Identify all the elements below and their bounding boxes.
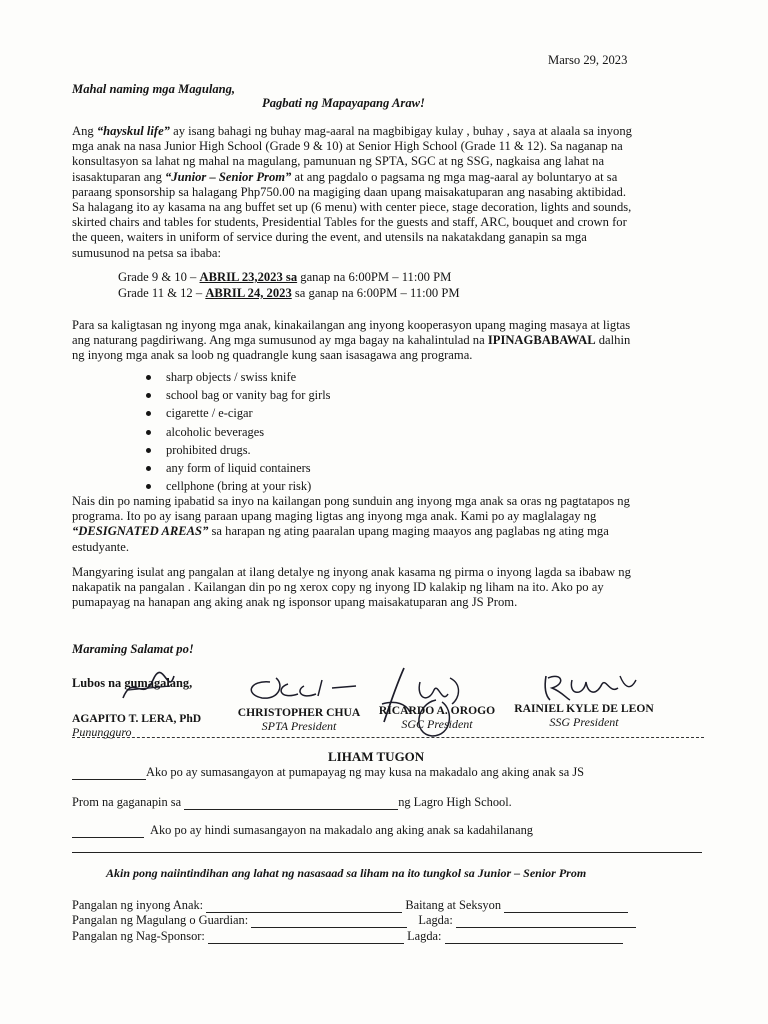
reply-venue-line: Prom na gaganapin sa ng Lagro High School.	[72, 795, 512, 809]
prohibited-items-list	[140, 368, 331, 495]
list-item: alcoholic beverages	[140, 423, 331, 441]
schedule-date: ABRIL 24, 2023	[205, 286, 292, 300]
paragraph-intro: Ang “hayskul life” ay isang bahagi ng buhay mag-aaral na magbibigay kulay , buhay , saya at alaala sa inyong mga anak na nasa Junior High School (Grade 9 & 10) at Senior High School (Grade 11 & 12). Sa naganap na konsultasyon sa lahat ng mahal na magulang, pamunuan ng SPTA, SGC at ng SSG, nagkaisa ang lahat na isasaktuparan ang “Junior – Senior Prom” at ang pagdalo o pagsama ng mga mag-aaral ay boluntaryo at sa paraang sponsorship sa halagang Php750.00 na magiging daan upang maisakatuparan ang nasabing aktibidad. Sa halagang ito ay kasama na ang buffet set up (6 menu) with center piece, stage decoration, lights and sounds, skirted chairs and tables for students, Presidential Tables for the guests and staff, ARC, bouquet and crown for the queen, waiters in uniform of service during the event, and utensils na nakatakdang ganapin sa mga sumusunod na petsa sa ibaba:	[72, 124, 632, 260]
list-item: cellphone (bring at your risk)	[140, 477, 331, 495]
signatory-sgc: RICARDO A. OROGO SGC President	[378, 704, 496, 731]
reply-title: LIHAM TUGON	[328, 749, 425, 764]
field-parent-row	[72, 913, 636, 928]
list-item: sharp objects / swiss knife	[140, 368, 331, 386]
paragraph-safety: Para sa kaligtasan ng inyong mga anak, kinakailangan ang inyong kooperasyon upang maging masaya at ligtas ang naturang pagdiriwang. Ang mga sumusunod ay mga bagay na kahalintulad na IPINAGBABAWAL dalhin ng inyong mga anak sa loob ng quadrangle kung saan isasagawa ang programa.	[72, 318, 631, 363]
list-item: cigarette / e-cigar	[140, 404, 331, 422]
schedule-grade-9-10: Grade 9 & 10 – ABRIL 23,2023 sa ganap na 6:00PM – 11:00 PM	[118, 270, 452, 284]
list-item: prohibited drugs.	[140, 441, 331, 459]
signatory-spta: CHRISTOPHER CHUA SPTA President	[237, 706, 361, 733]
reply-disagree-line: Ako po ay hindi sumasangayon na makadalo ang aking anak sa kadahilanang	[72, 823, 533, 838]
letter-date: Marso 29, 2023	[548, 53, 628, 67]
field-sponsor-sign-label: Lagda:	[407, 929, 442, 943]
greeting: Mahal naming mga Magulang,	[72, 82, 236, 96]
field-parent-label: Pangalan ng Magulang o Guardian:	[72, 913, 249, 927]
section-input[interactable]	[504, 899, 628, 913]
sponsor-signature-input[interactable]	[445, 930, 623, 944]
signatory-principal: AGAPITO T. LERA, PhD Punungguro	[72, 712, 202, 739]
greeting-subtitle: Pagbati ng Mapayapang Araw!	[262, 96, 425, 110]
prohibited-emphasis: IPINAGBABAWAL	[487, 333, 596, 348]
reply-agree-line: Ako po ay sumasangayon at pumapayag ng may kusa na makadalo ang aking anak sa JS	[72, 765, 584, 780]
disagree-checkbox-blank[interactable]	[72, 823, 144, 838]
acknowledge-text: Akin pong naiintindihan ang lahat ng nasasaad sa liham na ito tungkol sa Junior – Senior Prom	[106, 866, 587, 880]
paragraph-instructions: Mangyaring isulat ang pangalan at ilang detalye ng inyong anak kasama ng pirma o inyong lagda sa ibabaw ng nakapatik na pangalan . Kailangan din po ng xerox copy ng inyong ID kalakip ng liham na ito. Ako po ay pumapayag na hanapan ang aking anak ng isponsor upang maisakatuparan ang JS Prom.	[72, 565, 631, 610]
thanks-text: Maraming Salamat po!	[72, 642, 194, 656]
signature-ssg	[540, 670, 640, 706]
sponsor-name-input[interactable]	[208, 930, 404, 944]
schedule-date: ABRIL 23,2023 sa	[199, 270, 298, 284]
closing-text: Lubos na gumagalang,	[72, 676, 193, 690]
field-sponsor-label: Pangalan ng Nag-Sponsor:	[72, 929, 205, 943]
designated-areas-emphasis: “DESIGNATED AREAS”	[72, 524, 209, 539]
venue-blank[interactable]	[184, 795, 398, 810]
agree-checkbox-blank[interactable]	[72, 765, 146, 780]
schedule-grade-11-12: Grade 11 & 12 – ABRIL 24, 2023 sa ganap na 6:00PM – 11:00 PM	[118, 286, 460, 300]
field-student-label: Pangalan ng inyong Anak:	[72, 898, 204, 912]
parent-signature-input[interactable]	[456, 914, 636, 928]
list-item: any form of liquid containers	[140, 459, 331, 477]
field-section-label: Baitang at Seksyon	[405, 898, 502, 912]
field-student-row	[72, 898, 628, 913]
signatory-ssg: RAINIEL KYLE DE LEON SSG President	[514, 702, 654, 729]
prom-emphasis: “Junior – Senior Prom”	[165, 169, 292, 184]
signature-principal	[118, 668, 178, 708]
paragraph-pickup: Nais din po naming ipabatid sa inyo na kailangan pong sunduin ang inyong mga anak sa oras ng pagtatapos ng programa. Ito po ay isang paraan upang maging ligtas ang inyong mga anak. Kami po ay maglalagay ng “DESIGNATED AREAS” sa harapan ng ating paaralan upang maging maayos ang paglabas ng ating mga estudyante.	[72, 494, 630, 554]
parent-name-input[interactable]	[251, 914, 407, 928]
reply-divider	[72, 737, 704, 738]
reason-line[interactable]	[72, 852, 702, 853]
list-item: school bag or vanity bag for girls	[140, 386, 331, 404]
signature-spta	[240, 672, 360, 706]
field-sponsor-row	[72, 929, 623, 944]
field-parent-sign-label: Lagda:	[418, 913, 453, 927]
hayskul-life-emphasis: “hayskul life”	[96, 124, 170, 138]
student-name-input[interactable]	[206, 899, 402, 913]
